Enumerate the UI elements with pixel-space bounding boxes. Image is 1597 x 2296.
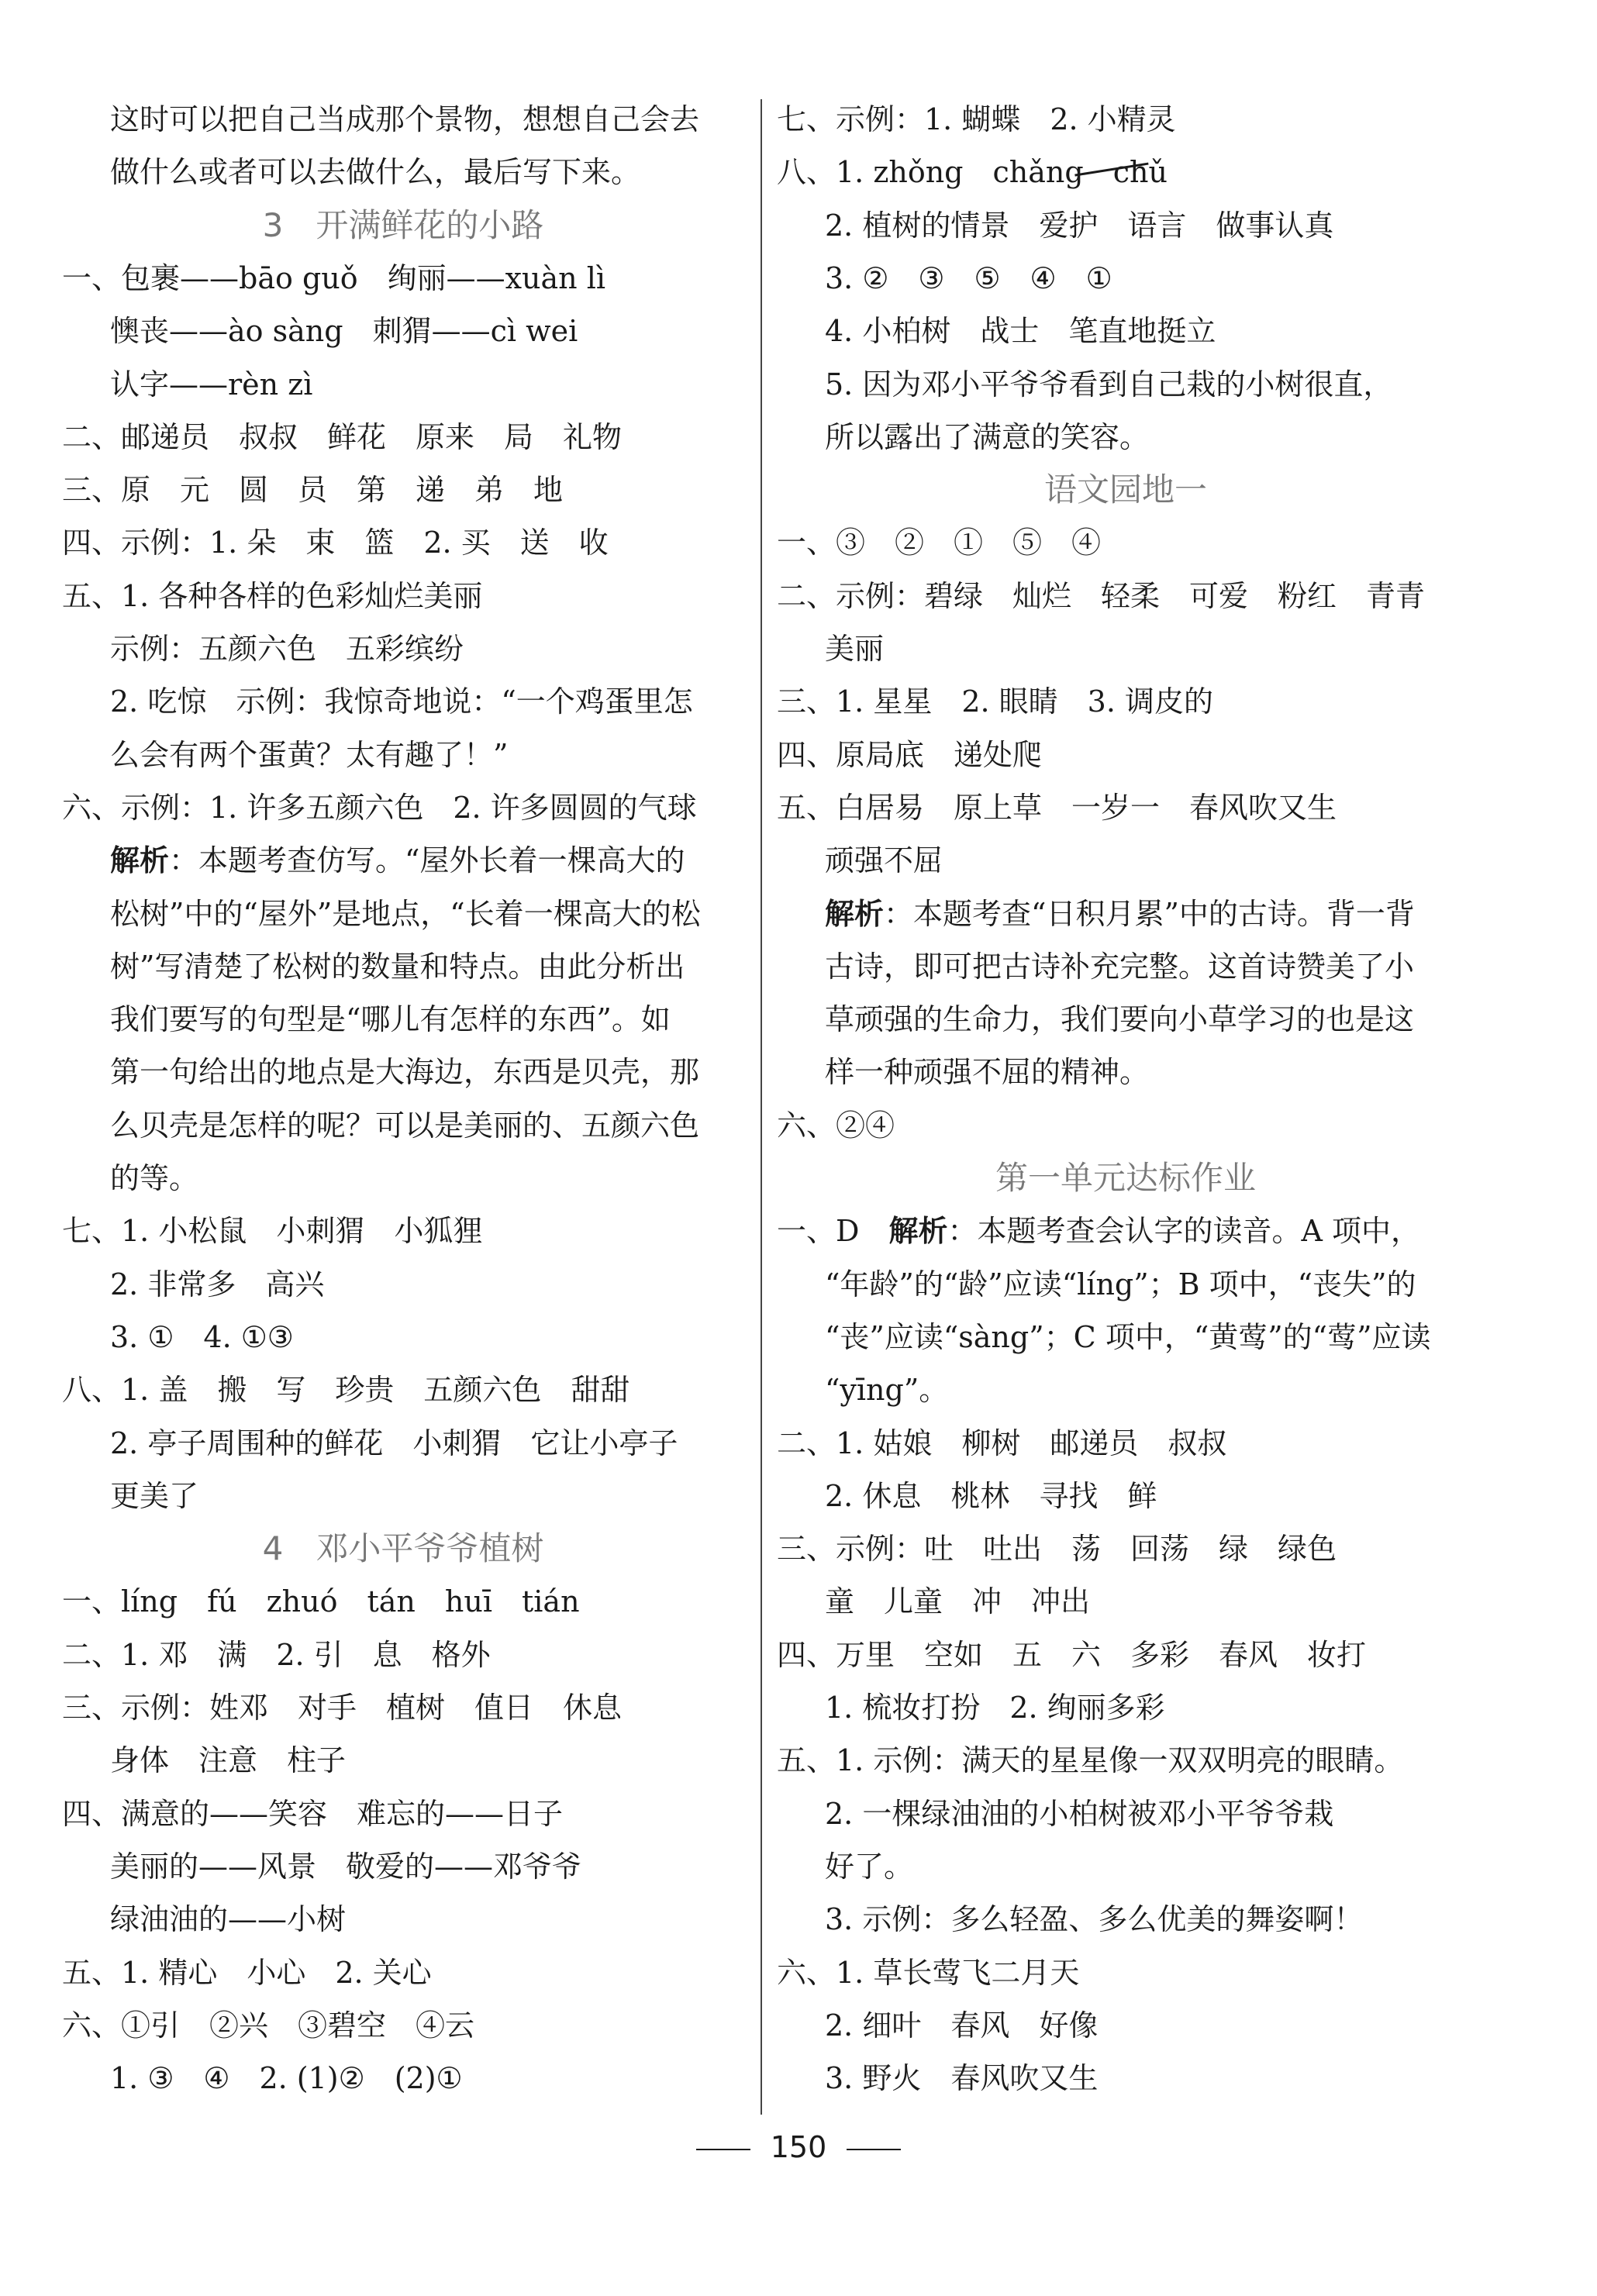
answer-line: 四、原局底 递处爬 [777, 737, 1043, 772]
answer-line: 美丽的——风景 敬爱的——邓爷爷 [110, 1849, 582, 1884]
answer-line: 三、示例：姓邓 对手 植树 值日 休息 [62, 1691, 623, 1725]
answer-line: 三、1. 星星 2. 眼睛 3. 调皮的 [777, 684, 1214, 719]
section-heading: 4 邓小平爷爷植树 [262, 1529, 544, 1568]
answer-line: 1. ③ ④ 2. (1)② (2)① [110, 2061, 463, 2096]
answer-line: 草顽强的生命力，我们要向小草学习的也是这 [825, 1002, 1415, 1037]
answer-line: 七、示例：1. 蝴蝶 2. 小精灵 [777, 102, 1176, 136]
answer-line: 三、示例：吐 吐出 荡 回荡 绿 绿色 [777, 1532, 1337, 1567]
section-heading: 语文园地一 [1043, 471, 1207, 509]
answer-line: 4. 小柏树 战士 笔直地挺立 [825, 314, 1216, 349]
answer-line: 3. 示例：多么轻盈、多么优美的舞姿啊！ [825, 1902, 1364, 1937]
answer-line: 四、万里 空如 五 六 多彩 春风 妆打 [777, 1637, 1367, 1672]
answer-line: 3. 野火 春风吹又生 [825, 2061, 1099, 2096]
answer-line: 所以露出了满意的笑容。 [825, 419, 1150, 454]
answer-line: “年龄”的“龄”应读“líng”；B 项中，“丧失”的 [825, 1267, 1416, 1301]
answer-line: 示例：五颜六色 五彩缤纷 [110, 632, 464, 666]
answer-line [110, 834, 685, 887]
answer-line: 么会有两个蛋黄？太有趣了！” [110, 737, 509, 772]
answer-line: 六、示例：1. 许多五颜六色 2. 许多圆圆的气球 [62, 790, 697, 825]
answer-line: 二、1. 姑娘 柳树 邮递员 叔叔 [777, 1426, 1227, 1460]
answer-line: 2. 植树的情景 爱护 语言 做事认真 [825, 208, 1334, 243]
analysis-label: 解析 [888, 1213, 948, 1249]
answer-line: 第一句给出的地点是大海边，东西是贝壳，那 [110, 1055, 700, 1090]
answer-line: 我们要写的句型是“哪儿有怎样的东西”。如 [110, 1002, 671, 1037]
answer-line: 顽强不屈 [825, 843, 943, 878]
answer-line: “yīng”。 [825, 1373, 949, 1408]
dash-left [696, 2149, 750, 2150]
line-text: ：本题考查仿写。“屋外长着一棵高大的 [169, 843, 685, 878]
analysis-label: 解析 [110, 843, 170, 878]
answer-line: “丧”应读“sàng”；C 项中，“黄莺”的“莺”应读 [825, 1319, 1431, 1354]
answer-line: 2. 非常多 高兴 [110, 1267, 325, 1301]
answer-line [777, 1205, 1420, 1257]
answer-line: 八、1. zhǒng chǎng chǔ [777, 155, 1168, 190]
answer-line: 好了。 [825, 1849, 914, 1884]
answer-line: 1. 梳妆打扮 2. 绚丽多彩 [825, 1691, 1165, 1725]
line-text: ：本题考查会认字的读音。A 项中， [947, 1214, 1421, 1249]
answer-line: 一、包裹——bāo guǒ 绚丽——xuàn lì [62, 260, 606, 295]
answer-line: 五、白居易 原上草 一岁一 春风吹又生 [777, 790, 1337, 825]
line-text: ：本题考查“日积月累”中的古诗。背一背 [884, 896, 1415, 931]
answer-line: 更美了 [110, 1478, 199, 1513]
answer-line: 这时可以把自己当成那个景物，想想自己会去 [110, 102, 700, 136]
answer-line: 做什么或者可以去做什么，最后写下来。 [110, 155, 641, 190]
strike-mark [1074, 163, 1150, 188]
answer-line: 绿油油的——小树 [110, 1902, 347, 1937]
answer-line: 四、示例：1. 朵 束 篮 2. 买 送 收 [62, 526, 609, 560]
answer-line: 一、líng fú zhuó tán huī tián [62, 1584, 580, 1619]
answer-line: 五、1. 精心 小心 2. 关心 [62, 1955, 432, 1990]
answer-line: 2. 细叶 春风 好像 [825, 2008, 1099, 2043]
answer-line: 五、1. 示例：满天的星星像一双双明亮的眼睛。 [777, 1743, 1404, 1778]
answer-line: 四、满意的——笑容 难忘的——日子 [62, 1796, 564, 1831]
line-text: 一、D [777, 1214, 889, 1249]
answer-line: 3. ① 4. ①③ [110, 1319, 294, 1354]
answer-line: 2. 一棵绿油油的小柏树被邓小平爷爷栽 [825, 1796, 1334, 1831]
answer-line: 六、①引 ②兴 ③碧空 ④云 [62, 2008, 475, 2043]
answer-line: 松树”中的“屋外”是地点，“长着一棵高大的松 [110, 896, 701, 931]
answer-line: 3. ② ③ ⑤ ④ ① [825, 260, 1112, 295]
section-heading: 第一单元达标作业 [995, 1159, 1256, 1197]
answer-line: 懊丧——ào sàng 刺猬——cì wei [110, 314, 578, 349]
answer-line: 美丽 [825, 632, 885, 666]
answer-line: 的等。 [110, 1161, 199, 1195]
dash-right [847, 2149, 901, 2150]
page-number-text: 150 [770, 2130, 827, 2164]
answer-line: 2. 休息 桃林 寻找 鲜 [825, 1478, 1157, 1513]
answer-line: 认字——rèn zì [110, 367, 313, 402]
answer-line: 样一种顽强不屈的精神。 [825, 1055, 1150, 1090]
section-heading: 3 开满鲜花的小路 [262, 205, 544, 244]
answer-line: 二、邮递员 叔叔 鲜花 原来 局 礼物 [62, 419, 623, 454]
page-number [0, 2124, 1597, 2170]
answer-line: 三、原 元 圆 员 第 递 弟 地 [62, 473, 564, 508]
answer-line: 一、③ ② ① ⑤ ④ [777, 526, 1102, 560]
analysis-label: 解析 [825, 895, 885, 931]
answer-line [825, 888, 1415, 940]
answer-line: 二、示例：碧绿 灿烂 轻柔 可爱 粉红 青青 [777, 578, 1426, 613]
answer-line: 二、1. 邓 满 2. 引 息 格外 [62, 1637, 491, 1672]
answer-line: 六、②④ [777, 1108, 895, 1143]
answer-line: 古诗，即可把古诗补充完整。这首诗赞美了小 [825, 949, 1415, 984]
answer-line: 5. 因为邓小平爷爷看到自己栽的小树很直， [825, 367, 1393, 402]
answer-line: 八、1. 盖 搬 写 珍贵 五颜六色 甜甜 [62, 1373, 630, 1408]
answer-line: 树”写清楚了松树的数量和特点。由此分析出 [110, 949, 685, 984]
answer-line: 么贝壳是怎样的呢？可以是美丽的、五颜六色 [110, 1108, 700, 1143]
answer-line: 七、1. 小松鼠 小刺猬 小狐狸 [62, 1214, 483, 1249]
answer-line: 2. 亭子周围种的鲜花 小刺猬 它让小亭子 [110, 1426, 678, 1460]
answer-line: 2. 吃惊 示例：我惊奇地说：“一个鸡蛋里怎 [110, 684, 693, 719]
answer-line: 童 儿童 冲 冲出 [825, 1584, 1091, 1619]
answer-line: 六、1. 草长莺飞二月天 [777, 1955, 1080, 1990]
answer-line: 身体 注意 柱子 [110, 1743, 347, 1778]
answer-line: 五、1. 各种各样的色彩灿烂美丽 [62, 578, 483, 613]
column-divider [761, 99, 762, 2115]
